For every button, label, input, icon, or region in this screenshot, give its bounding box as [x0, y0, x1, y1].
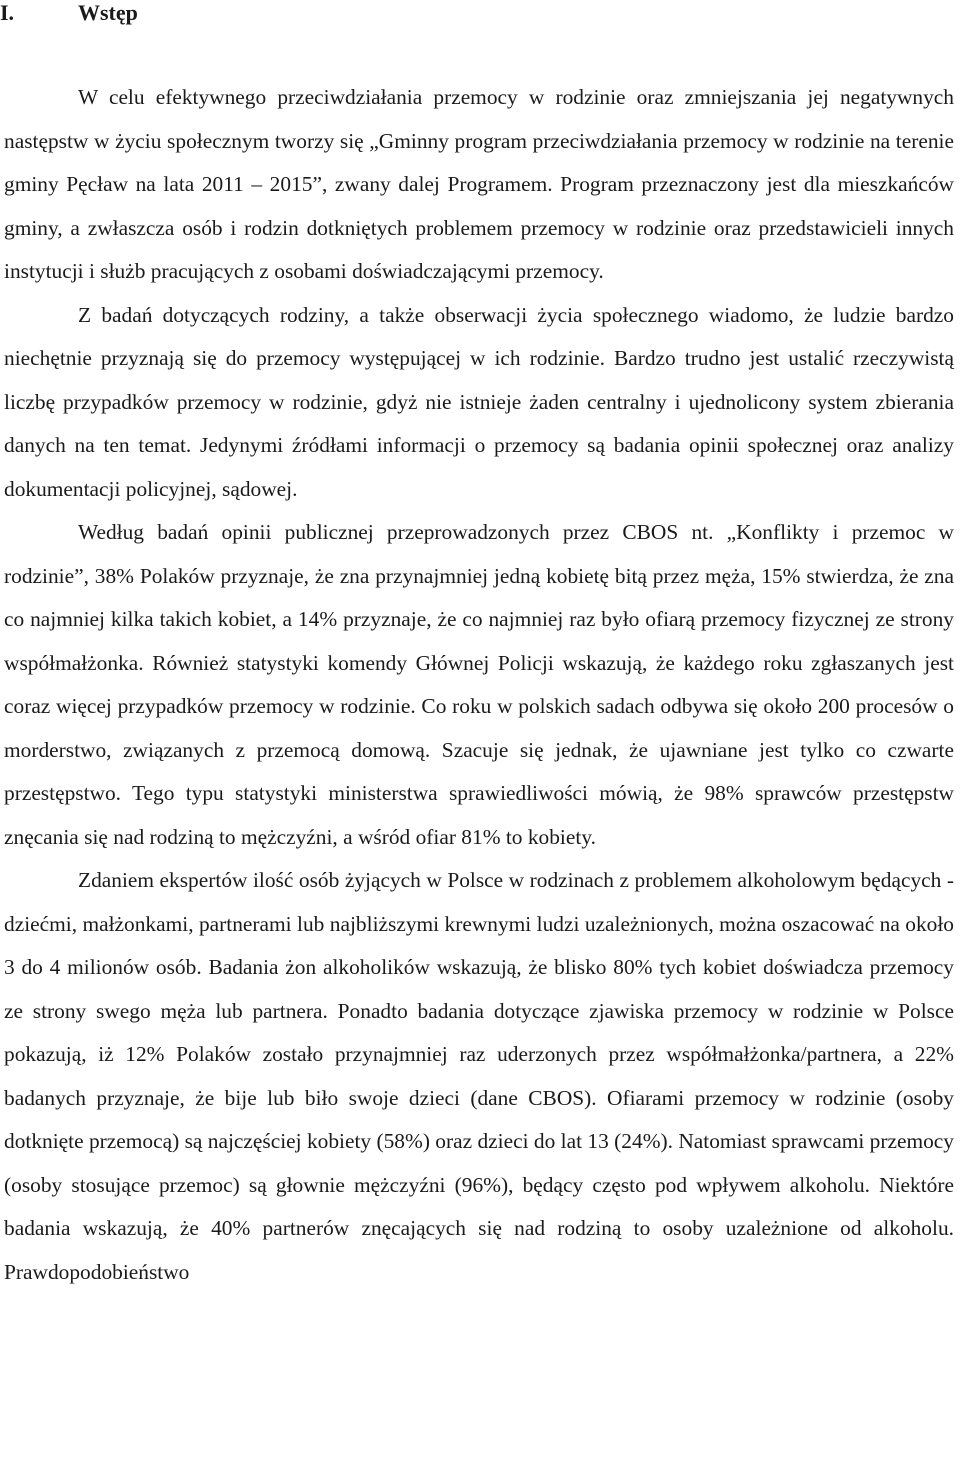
- section-title: Wstęp: [78, 0, 138, 25]
- paragraph-3: Według badań opinii publicznej przeprowadzonych przez CBOS nt. „Konflikty i przemoc w rodzinie”, 38% Polaków przyznaje, że zna przynajmniej jedną kobietę bitą przez męża, 15% stwierdza, że zna co najmniej kilka takich kobiet, a 14% przyznaje, że co najmniej raz było ofiarą przemocy fizycznej ze strony współmałżonka. Również statystyki komendy Głównej Policji wskazują, że każdego roku zgłaszanych jest coraz więcej przypadków przemocy w rodzinie. Co roku w polskich sadach odbywa się około 200 procesów o morderstwo, związanych z przemocą domową. Szacuje się jednak, że ujawniane jest tylko co czwarte przestępstwo. Tego typu statystyki ministerstwa sprawiedliwości mówią, że 98% sprawców przestępstw znęcania się nad rodziną to mężczyźni, a wśród ofiar 81% to kobiety.: [4, 520, 954, 849]
- paragraph-1: W celu efektywnego przeciwdziałania przemocy w rodzinie oraz zmniejszania jej negatywnych następstw w życiu społecznym tworzy się „Gminny program przeciwdziałania przemocy w rodzinie na terenie gminy Pęcław na lata 2011 – 2015”, zwany dalej Programem. Program przeznaczony jest dla mieszkańców gminy, a zwłaszcza osób i rodzin dotkniętych problemem przemocy w rodzinie oraz przedstawicieli innych instytucji i służb pracujących z osobami doświadczającymi przemocy.: [4, 85, 954, 283]
- section-heading: [0, 0, 138, 26]
- paragraph-2: Z badań dotyczących rodziny, a także obserwacji życia społecznego wiadomo, że ludzie bardzo niechętnie przyznają się do przemocy występującej w ich rodzinie. Bardzo trudno jest ustalić rzeczywistą liczbę przypadków przemocy w rodzinie, gdyż nie istnieje żaden centralny i ujednolicony system zbierania danych na ten temat. Jedynymi źródłami informacji o przemocy są badania opinii społecznej oraz analizy dokumentacji policyjnej, sądowej.: [4, 302, 954, 501]
- section-number: I.: [0, 0, 15, 25]
- section-body: [4, 76, 954, 1294]
- paragraph-4: Zdaniem ekspertów ilość osób żyjących w Polsce w rodzinach z problemem alkoholowym będących - dziećmi, małżonkami, partnerami lub najbliższymi krewnymi ludzi uzależnionych, można oszacować na około 3 do 4 milionów osób. Badania żon alkoholików wskazują, że blisko 80% tych kobiet doświadcza przemocy ze strony swego męża lub partnera. Ponadto badania dotyczące zjawiska przemocy w rodzinie w Polsce pokazują, iż 12% Polaków zostało przynajmniej raz uderzonych przez współmałżonka/partnera, a 22% badanych przyznaje, że bije lub biło swoje dzieci (dane CBOS). Ofiarami przemocy w rodzinie (osoby dotknięte przemocą) są najczęściej kobiety (58%) oraz dzieci do lat 13 (24%). Natomiast sprawcami przemocy (osoby stosujące przemoc) są głownie mężczyźni (96%), będący często pod wpływem alkoholu. Niektóre badania wskazują, że 40% partnerów znęcających się nad rodziną to osoby uzależnione od alkoholu. Prawdopodobieństwo: [4, 868, 954, 1284]
